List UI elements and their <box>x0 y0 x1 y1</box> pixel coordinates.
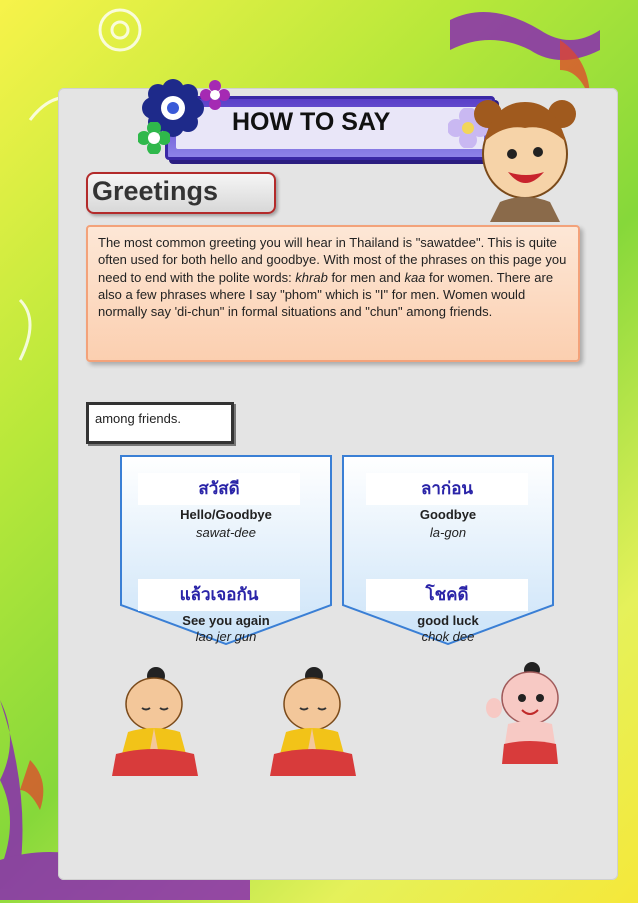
romanized-phrase: sawat-dee <box>196 525 256 540</box>
intro-text-2: for men and <box>327 269 405 285</box>
thai-phrase: โชคดี <box>366 579 528 611</box>
text-box: among friends. <box>86 402 234 444</box>
waving-child-illustration <box>482 660 572 770</box>
romanized-phrase: lao jer gun <box>195 629 257 644</box>
romanized-phrase: la-gon <box>429 525 467 540</box>
section-title: Greetings <box>92 176 219 206</box>
english-phrase: See you again <box>182 613 270 628</box>
english-phrase: Goodbye <box>419 507 477 522</box>
phrase-card-left <box>120 455 332 645</box>
phrase-card-right <box>342 455 554 645</box>
thai-phrase: แล้วเจอกัน <box>138 579 300 611</box>
thai-phrase: ลาก่อน <box>366 473 528 505</box>
intro-text-1: The most common greeting you will hear in Thailand is "sawatdee". This is quite often used for both hello and goodbye. With most of the phrases on this page you need to end with the polite words: <box>98 235 567 285</box>
cartoon-girl-illustration <box>470 92 580 222</box>
english-phrase: Hello/Goodbye <box>180 507 272 522</box>
intro-kaa: kaa <box>404 269 426 285</box>
flower-icon <box>138 122 170 154</box>
intro-paragraph <box>86 225 580 362</box>
intro-khrab: khrab <box>295 269 328 285</box>
romanized-phrase: chok dee <box>421 629 475 644</box>
intro-text-3: for women. There are also a few phrases where I say "phom" which is "I" for men. Women would normally say 'di-chun" in formal situations and "chun" among friends. <box>98 269 554 320</box>
english-phrase: good luck <box>417 613 479 628</box>
thai-phrase: สวัสดี <box>138 473 300 505</box>
praying-child-illustration <box>104 662 204 782</box>
flower-icon <box>200 80 230 110</box>
page-title: HOW TO SAY <box>232 108 391 136</box>
praying-child-illustration <box>262 662 362 782</box>
